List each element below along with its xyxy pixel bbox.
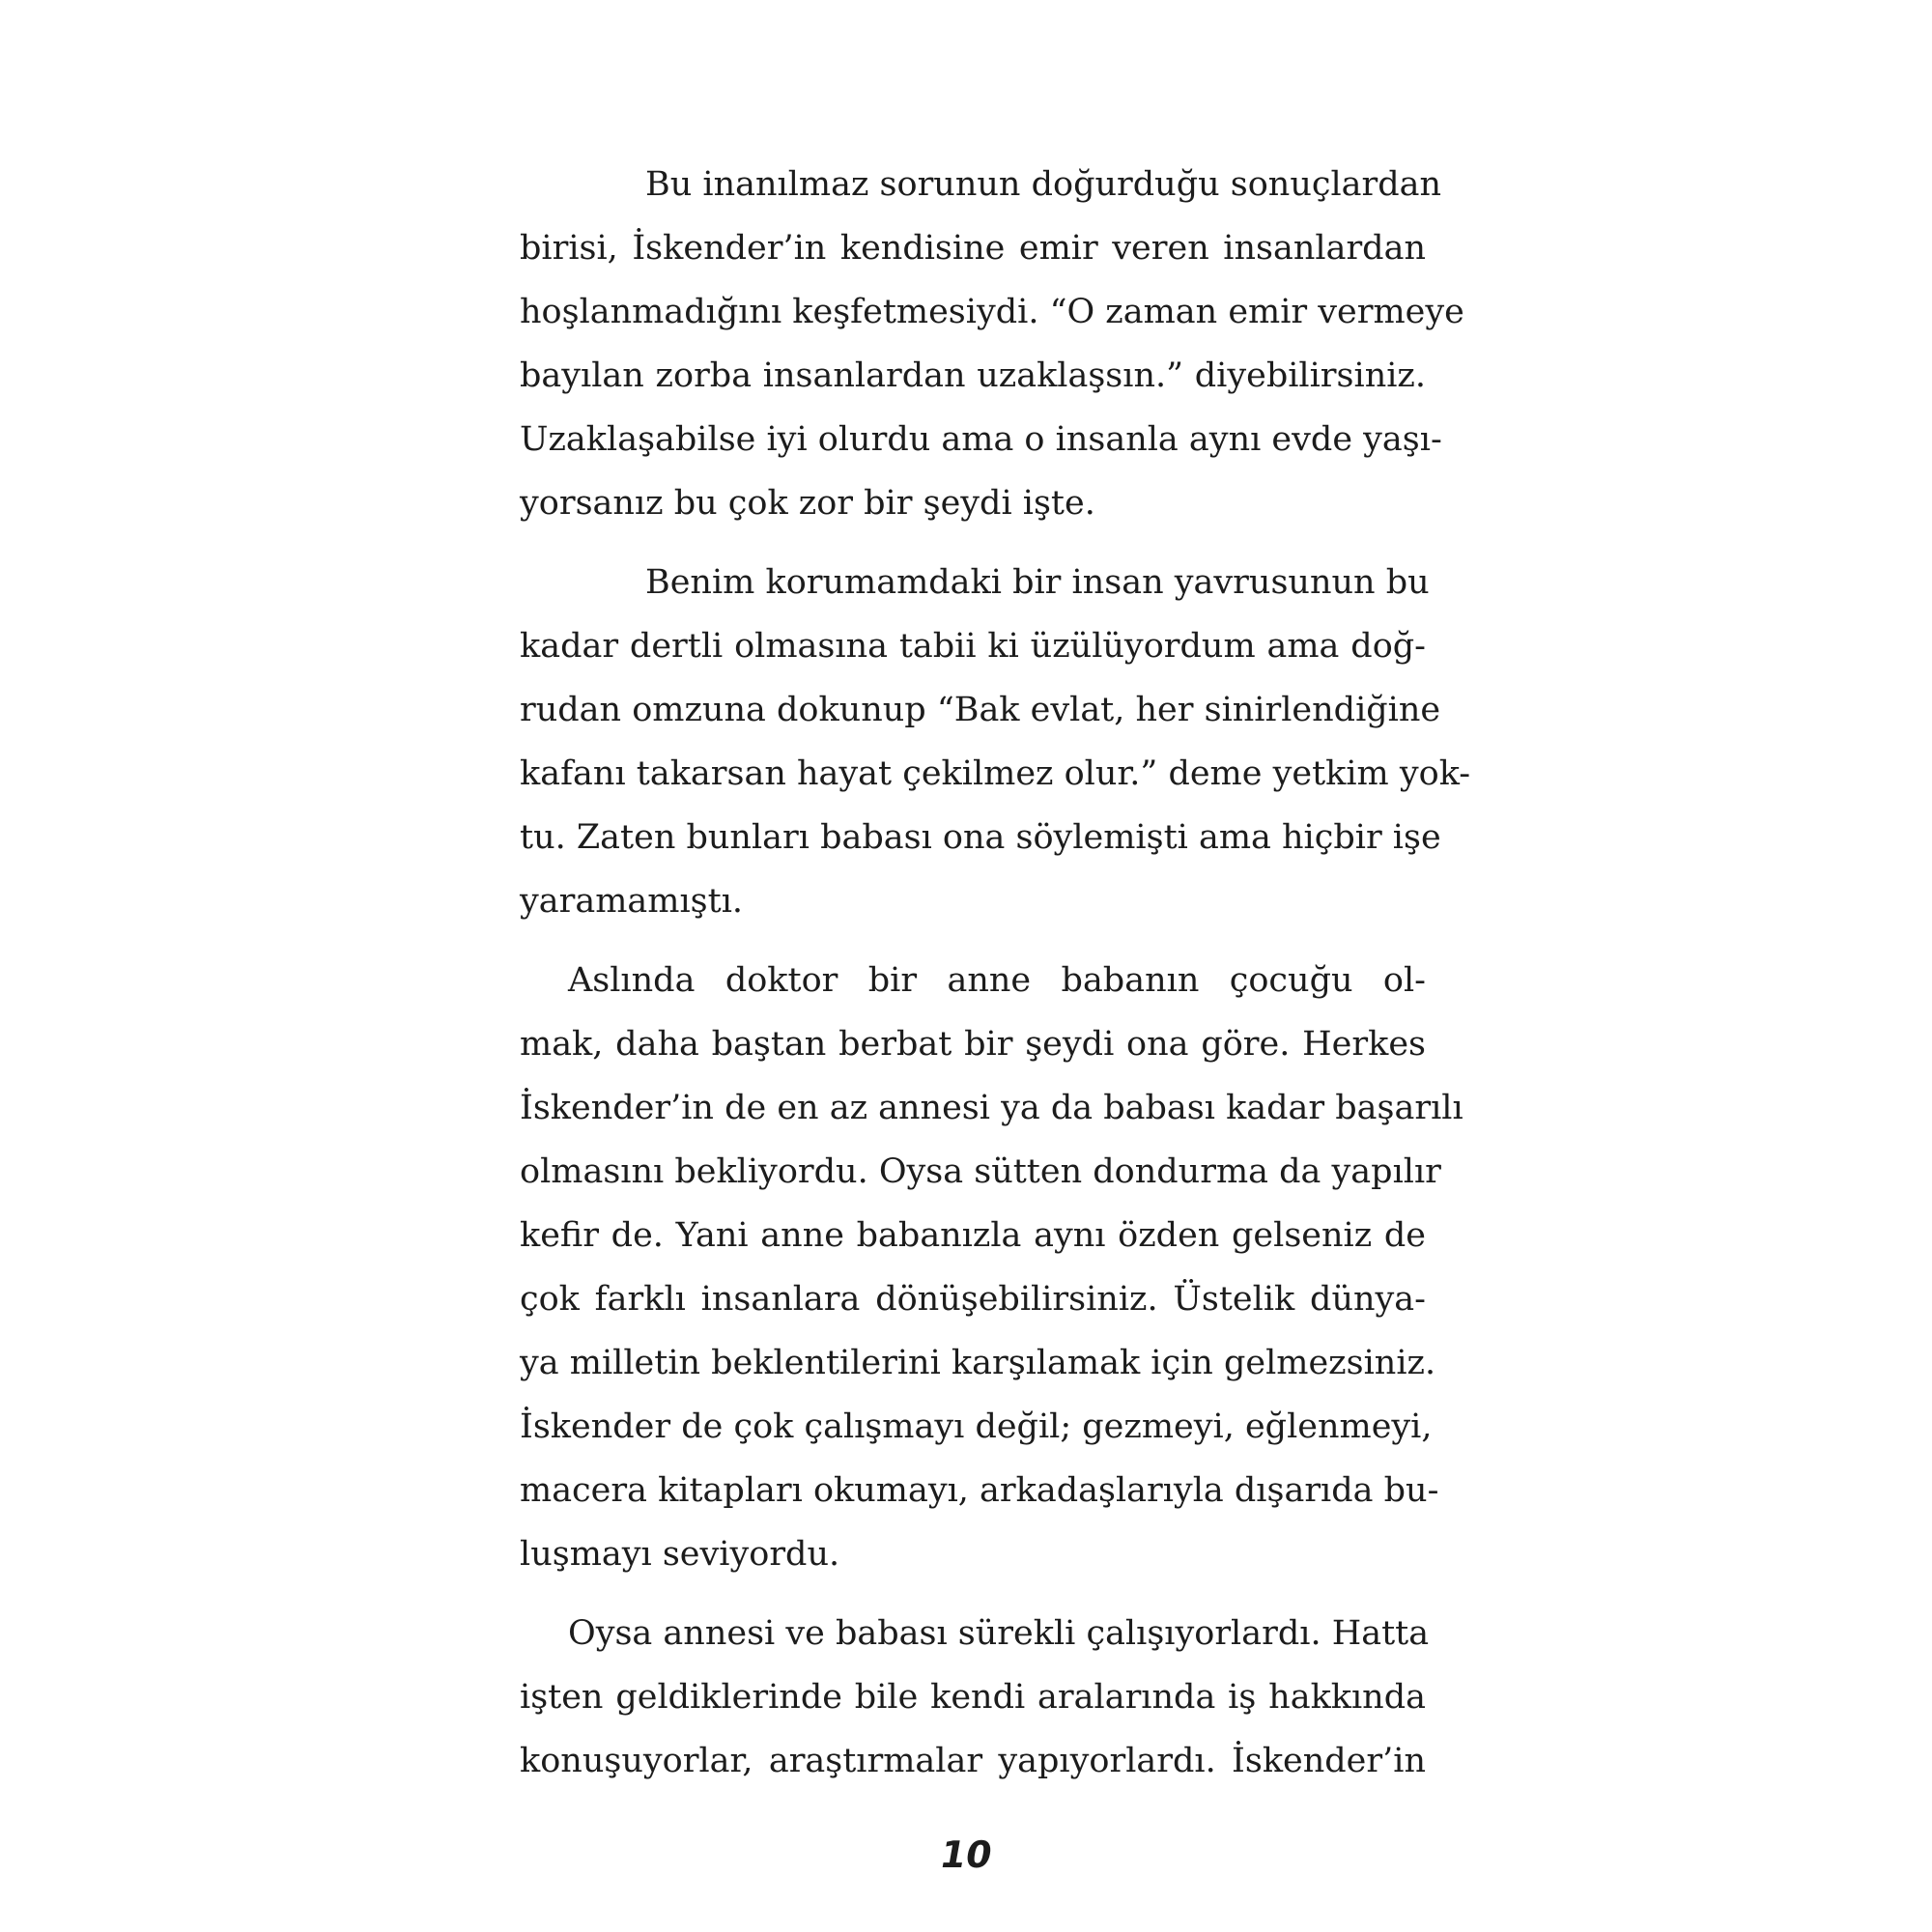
page-number: 10	[936, 1833, 996, 1876]
text-line: İskender de çok çalışmayı değil; gezmeyi, eğlenmeyi,	[520, 1407, 1433, 1446]
text-line: işten geldiklerinde bile kendi aralarında iş hakkında	[520, 1678, 1426, 1717]
text-line: Benim korumamdaki bir insan yavrusunun bu	[645, 563, 1430, 602]
text-line: Uzaklaşabilse iyi olurdu ama o insanla aynı evde yaşı-	[520, 420, 1442, 459]
paragraph-spacer	[520, 1586, 1426, 1602]
text-line: yaramamıştı.	[520, 882, 744, 921]
text-line: İskender’in de en az annesi ya da babası kadar başarılı	[520, 1089, 1463, 1127]
text-line: Bu inanılmaz sorunun doğurduğu sonuçlardan	[645, 165, 1442, 204]
text-line: çok farklı insanlara dönüşebilirsiniz. Üstelik dünya-	[520, 1280, 1426, 1319]
text-line: kafanı takarsan hayat çekilmez olur.” deme yetkim yok-	[520, 754, 1471, 793]
text-line: Aslında doktor bir anne babanın çocuğu ol-	[568, 961, 1426, 1000]
paragraph-spacer	[520, 535, 1426, 551]
text-line: birisi, İskender’in kendisine emir veren insanlardan	[520, 229, 1426, 268]
text-line: Oysa annesi ve babası sürekli çalışıyorlardı. Hatta	[568, 1614, 1430, 1653]
text-line: rudan omzuna dokunup “Bak evlat, her sinirlendiğine	[520, 691, 1441, 729]
text-line: macera kitapları okumayı, arkadaşlarıyla dışarıda bu-	[520, 1471, 1439, 1510]
text-line: olmasını bekliyordu. Oysa sütten dondurma da yapılır	[520, 1152, 1441, 1191]
text-line: konuşuyorlar, araştırmalar yapıyorlardı. İskender’in	[520, 1742, 1426, 1780]
text-line: luşmayı seviyordu.	[520, 1535, 840, 1574]
text-line: ya milletin beklentilerini karşılamak için gelmezsiniz.	[520, 1344, 1436, 1382]
paragraph-1	[520, 153, 1464, 535]
paragraph-spacer	[520, 933, 1426, 949]
body-text	[520, 153, 1471, 1793]
text-line: mak, daha baştan berbat bir şeydi ona göre. Herkes	[520, 1025, 1426, 1064]
paragraph-2	[520, 551, 1471, 933]
text-line: hoşlanmadığını keşfetmesiydi. “O zaman emir vermeye	[520, 293, 1464, 331]
paragraph-3	[520, 949, 1463, 1586]
text-line: tu. Zaten bunları babası ona söylemişti ama hiçbir işe	[520, 818, 1441, 857]
text-line: kadar dertli olmasına tabii ki üzülüyordum ama doğ-	[520, 627, 1426, 666]
text-line: kefir de. Yani anne babanızla aynı özden gelseniz de	[520, 1216, 1426, 1255]
text-line: yorsanız bu çok zor bir şeydi işte.	[520, 484, 1095, 523]
paragraph-4	[520, 1602, 1430, 1793]
text-line: bayılan zorba insanlardan uzaklaşsın.” diyebilirsiniz.	[520, 356, 1426, 395]
